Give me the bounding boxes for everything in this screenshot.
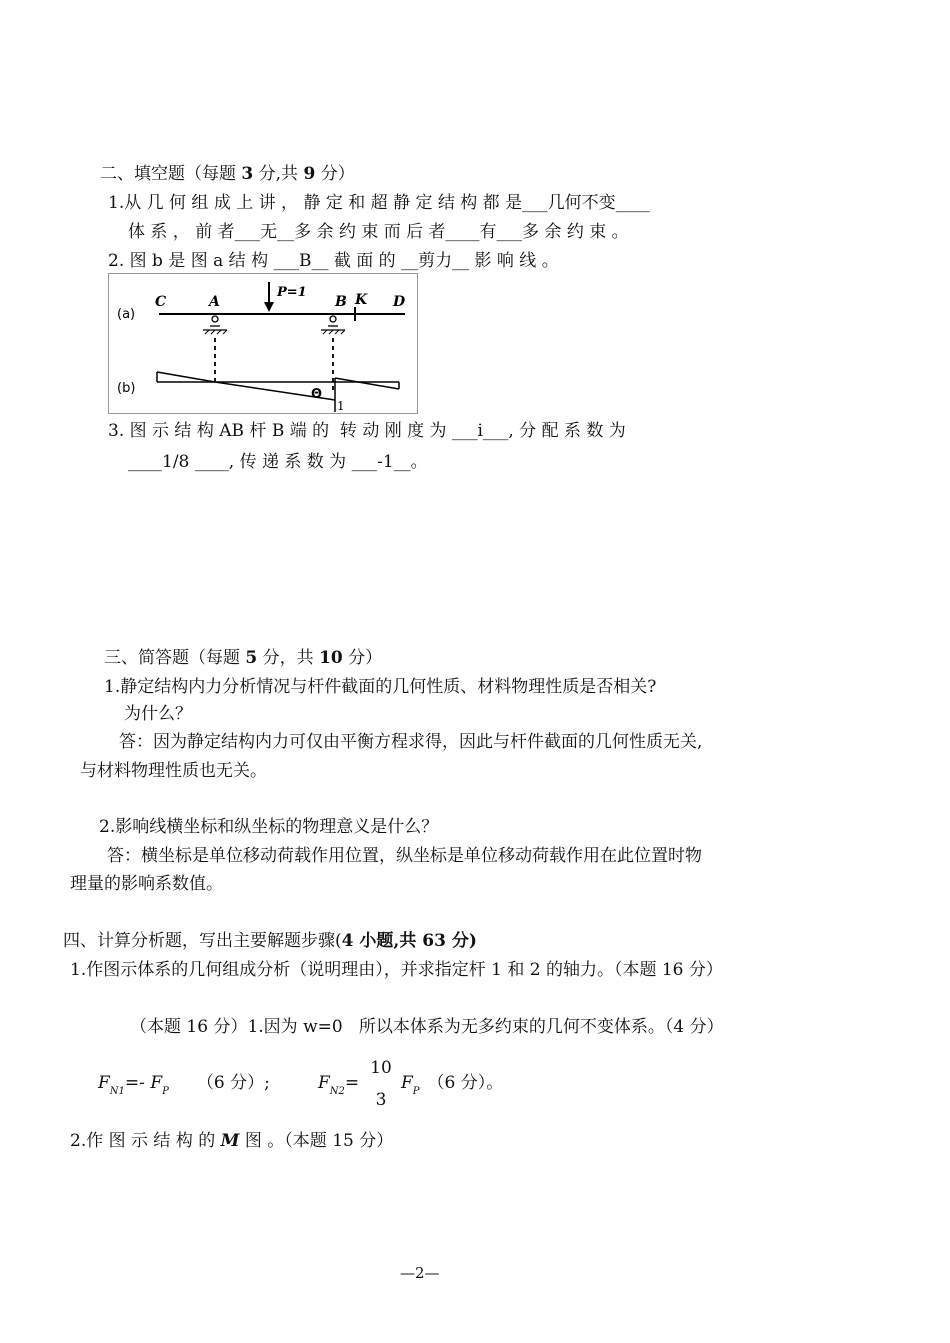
heading-text: 分): [445, 931, 477, 951]
q2-text: 2.作 图 示 结 构 的: [70, 1131, 221, 1151]
fraction-10-3: [370, 1058, 392, 1110]
node-a: A: [209, 294, 220, 310]
node-c: C: [155, 294, 167, 310]
force-symbol: F: [401, 1073, 413, 1093]
s3-a1-line2: 与材料物理性质也无关。: [80, 761, 267, 781]
fn1-formula: [98, 1073, 270, 1097]
s3-a1-line1: 答：因为静定结构内力可仅由平衡方程求得，因此与杆件截面的几何性质无关,: [119, 732, 703, 752]
fraction-denominator: 3: [375, 1090, 387, 1110]
label-a: (a): [117, 307, 136, 322]
il-left-segment: [157, 372, 215, 382]
section4-heading: [63, 933, 477, 950]
heading-score: 3: [241, 164, 254, 184]
node-d: D: [393, 294, 406, 310]
heading-text: 三、简答题（每题: [104, 648, 246, 668]
heading-text: 小题,共: [353, 931, 423, 951]
heading-total: 9: [303, 164, 316, 184]
influence-line-figure: [108, 273, 418, 414]
heading-text: 分）: [315, 164, 355, 184]
heading-text: 分,共: [253, 164, 304, 184]
theta-label: Θ: [311, 387, 323, 402]
page-number: —2—: [400, 1264, 440, 1282]
heading-total: 63: [422, 931, 446, 951]
heading-total: 10: [319, 648, 343, 668]
il-right-segment: [335, 378, 399, 389]
s2-q2-line: 2. 图 b 是 图 a 结 构 ___B__ 截 面 的 __剪力__ 影 响 线 。: [108, 251, 559, 271]
s2-q1-line1: 1.从 几 何 组 成 上 讲 ， 静 定 和 超 静 定 结 构 都 是___几何不变____: [108, 193, 650, 213]
force-subscript: P: [412, 1086, 420, 1097]
force-expression: =- F: [124, 1073, 163, 1093]
label-b: (b): [117, 381, 136, 396]
s4-q1-line: 1.作图示体系的几何组成分析（说明理由），并求指定杆 1 和 2 的轴力。（本题 16 分）: [70, 960, 723, 980]
heading-score: 5: [245, 648, 258, 668]
heading-count: 4: [341, 931, 354, 951]
heading-text: 分，共: [257, 648, 320, 668]
load-arrow-head: [264, 302, 274, 312]
s3-q1-line2: 为什么？: [124, 704, 192, 724]
section3-heading: [104, 650, 382, 667]
support-b-icon: [321, 316, 345, 334]
points-note: （6 分）;: [196, 1073, 270, 1093]
s2-q1-line2: 体 系 ， 前 者___无__多 余 约 束 而 后 者____有___多 余 约 束 。: [128, 222, 629, 242]
one-label: 1: [337, 399, 345, 413]
force-subscript: N1: [109, 1086, 125, 1097]
s3-a2-line1: 答：横坐标是单位移动荷载作用位置，纵坐标是单位移动荷载作用在此位置时物: [107, 846, 702, 866]
q2-m-symbol: M: [220, 1131, 240, 1151]
fn2-tail: [401, 1073, 504, 1097]
s4-a1-line: （本题 16 分）1.因为 w=0 所以本体系为无多约束的几何不变体系。（4 分）: [130, 1017, 724, 1037]
heading-text: 二、填空题（每题: [100, 164, 242, 184]
s3-a2-line2: 理量的影响系数值。: [70, 874, 223, 894]
heading-text: 分）: [342, 648, 383, 668]
fraction-numerator: 10: [370, 1058, 392, 1078]
force-subscript: N2: [329, 1086, 345, 1097]
section2-heading: [100, 166, 355, 183]
heading-text: 四、计算分析题，写出主要解题步骤(: [63, 931, 342, 951]
support-a-icon: [203, 316, 227, 334]
points-note: （6 分）。: [427, 1073, 504, 1093]
q2-text: 图 。（本题 15 分）: [239, 1131, 394, 1151]
equals-sign: =: [344, 1073, 360, 1093]
force-symbol: F: [318, 1073, 330, 1093]
s2-q3-line1: 3. 图 示 结 构 AB 杆 B 端 的 转 动 刚 度 为 ___i___, 分 配 系 数 为: [108, 421, 626, 441]
node-b: B: [335, 294, 347, 310]
fn2-formula: [318, 1073, 360, 1097]
s3-q1-line1: 1.静定结构内力分析情况与杆件截面的几何性质、材料物理性质是否相关?: [104, 677, 657, 697]
s2-q3-line2: ____1/8 ____, 传 递 系 数 为 ___-1__。: [128, 452, 428, 472]
node-k: K: [355, 292, 368, 308]
s3-q2-line: 2.影响线横坐标和纵坐标的物理意义是什么？: [99, 817, 439, 837]
figure-svg: [109, 274, 419, 415]
load-label: P=1: [277, 285, 307, 300]
force-symbol: F: [98, 1073, 110, 1093]
s4-q2-line: [70, 1133, 393, 1150]
force-subscript: P: [162, 1086, 169, 1097]
